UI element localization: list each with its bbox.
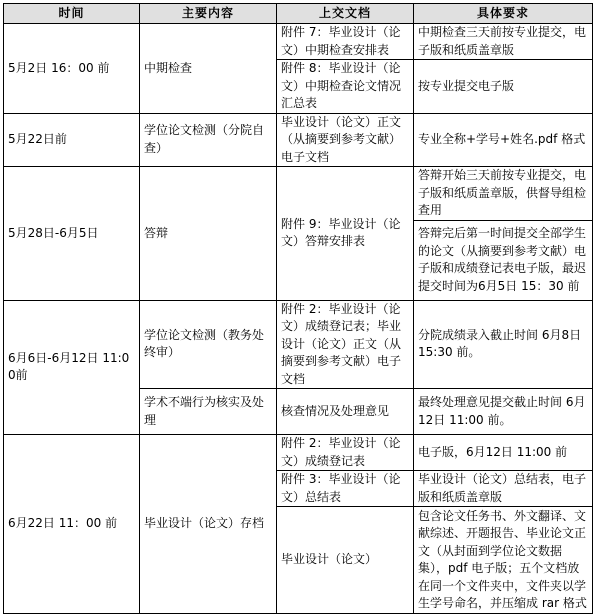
table-row [4,24,593,60]
requirement-cell: 包含论文任务书、外文翻译、文献综述、开题报告、毕业论文正文（从封面到学位论文数据集），pdf 电子版；五个文档放在同一个文件夹中，文件夹以学生学号命名，并压缩成 rar 格式 [414,507,593,614]
header-row [4,4,593,24]
requirement-cell: 毕业设计（论文）总结表，电子版和纸质盖章版 [414,471,593,507]
header-documents: 上交文档 [277,4,414,24]
requirement-text: 专业全称+学号+姓名.pdf 格式 [418,132,586,146]
document-cell: 附件 3：毕业设计（论文）总结表 [277,471,414,507]
requirement-cell: 中期检查三天前按专业提交，电子版和纸质盖章版 [414,24,593,60]
header-requirements: 具体要求 [414,4,593,24]
document-cell: 附件 7：毕业设计（论文）中期检查安排表 [277,24,414,60]
time-cell: 6月6日-6月12日 11:00前 [4,300,140,435]
content-cell: 毕业设计（论文）存档 [140,435,277,614]
header-content: 主要内容 [140,4,277,24]
table-row [4,435,593,471]
document-cell: 附件 2：毕业设计（论文）成绩登记表 [277,435,414,471]
document-cell: 毕业设计（论文） [277,507,414,614]
table-row [4,167,593,221]
content-cell: 学位论文检测（教务处终审） [140,300,277,389]
document-cell: 附件 9：毕业设计（论文）答辩安排表 [277,167,414,301]
header-time: 时间 [4,4,140,24]
document-cell: 核查情况及处理意见 [277,389,414,435]
content-cell: 学位论文检测（分院自查） [140,113,277,167]
document-cell: 毕业设计（论文）正文（从摘要到参考文献）电子文档 [277,113,414,167]
requirement-cell: 电子版，6月12日 11:00 前 [414,435,593,471]
document-cell: 附件 2：毕业设计（论文）成绩登记表；毕业设计（论文）正文（从摘要到参考文献）电子文档 [277,300,414,389]
content-cell: 中期检查 [140,24,277,114]
document-cell: 附件 8：毕业设计（论文）中期检查论文情况汇总表 [277,60,414,114]
time-cell: 5月22日前 [4,113,140,167]
requirement-cell: 按专业提交电子版 [414,60,593,114]
schedule-table [3,3,593,614]
time-cell: 5月28日-6月5日 [4,167,140,301]
table-row [4,113,593,167]
time-cell: 6月22日 11：00 前 [4,435,140,614]
requirement-cell: 分院成绩录入截止时间 6月8日 15:30 前。 [414,300,593,389]
requirement-cell [414,113,593,167]
requirement-cell: 答辩开始三天前按专业提交，电子版和纸质盖章版，供督导组检查用 [414,167,593,221]
requirement-cell: 最终处理意见提交截止时间 6月12日 11:00 前。 [414,389,593,435]
content-cell: 学术不端行为核实及处理 [140,389,277,435]
content-cell: 答辩 [140,167,277,301]
table-row [4,300,593,389]
time-cell: 5月2日 16：00 前 [4,24,140,114]
requirement-cell: 答辩完后第一时间提交全部学生的论文（从摘要到参考文献）电子版和成绩登记表电子版，最迟提交时间为6月5日 15：30 前 [414,220,593,300]
